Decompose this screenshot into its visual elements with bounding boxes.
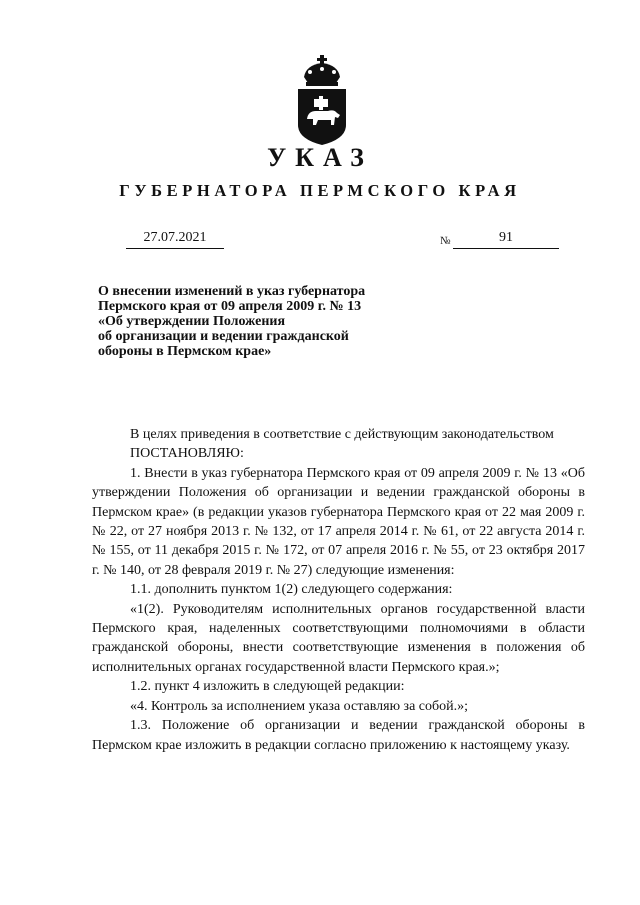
subject-line: О внесении изменений в указ губернатора [98, 284, 366, 299]
decree-subject [98, 284, 398, 359]
item-1-1-paragraph: 1.1. дополнить пунктом 1(2) следующего содержания: [130, 582, 453, 598]
item-1-3-paragraph: 1.3. Положение об организации и ведении гражданской обороны в Пермском крае изложить в редакции согласно приложению к настоящему указу. [92, 718, 585, 753]
subject-line: «Об утверждении Положения [98, 314, 286, 329]
decree-number: 91 [453, 228, 559, 249]
item-1-2-quote-paragraph: «4. Контроль за исполнением указа оставляю за собой.»; [130, 698, 469, 714]
perm-krai-coat-of-arms-icon [294, 55, 350, 145]
decree-body [92, 425, 585, 755]
item-1-2-paragraph: 1.2. пункт 4 изложить в следующей редакции: [130, 679, 405, 695]
issuer-title: ГУБЕРНАТОРА ПЕРМСКОГО КРАЯ [119, 181, 521, 200]
decree-date: 27.07.2021 [126, 228, 224, 249]
item-1-1-quote-paragraph: «1(2). Руководителям исполнительных органов государственной власти Пермского края, наделенных соответствующими полномочиями в области гражданской обороны, внести соответствующие изменения в положения об исполнительных органах государственной власти Пермского края.»; [92, 601, 585, 675]
subject-line: обороны в Пермском крае» [98, 344, 272, 359]
decree-title: УКАЗ [267, 143, 373, 172]
preamble-paragraph: В целях приведения в соответствие с действующим законодательством [130, 427, 554, 442]
decree-word: ПОСТАНОВЛЯЮ: [130, 446, 244, 462]
item-1-paragraph: 1. Внести в указ губернатора Пермского края от 09 апреля 2009 г. № 13 «Об утверждении Положения об организации и ведении гражданской обороны в Пермском крае» (в редакции указов губернатора Пермского края от 22 мая 2009 г. № 22, от 27 ноября 2013 г. № 132, от 17 апреля 2014 г. № 61, от 22 августа 2014 г. № 155, от 11 декабря 2015 г. № 172, от 07 апреля 2016 г. № 55, от 23 октября 2017 г. № 140, от 28 февраля 2019 г. № 27) следующие изменения: [92, 465, 585, 578]
subject-line: Пермского края от 09 апреля 2009 г. № 13 [98, 299, 362, 314]
number-sign: № [440, 235, 451, 247]
subject-line: об организации и ведении гражданской [98, 329, 349, 344]
